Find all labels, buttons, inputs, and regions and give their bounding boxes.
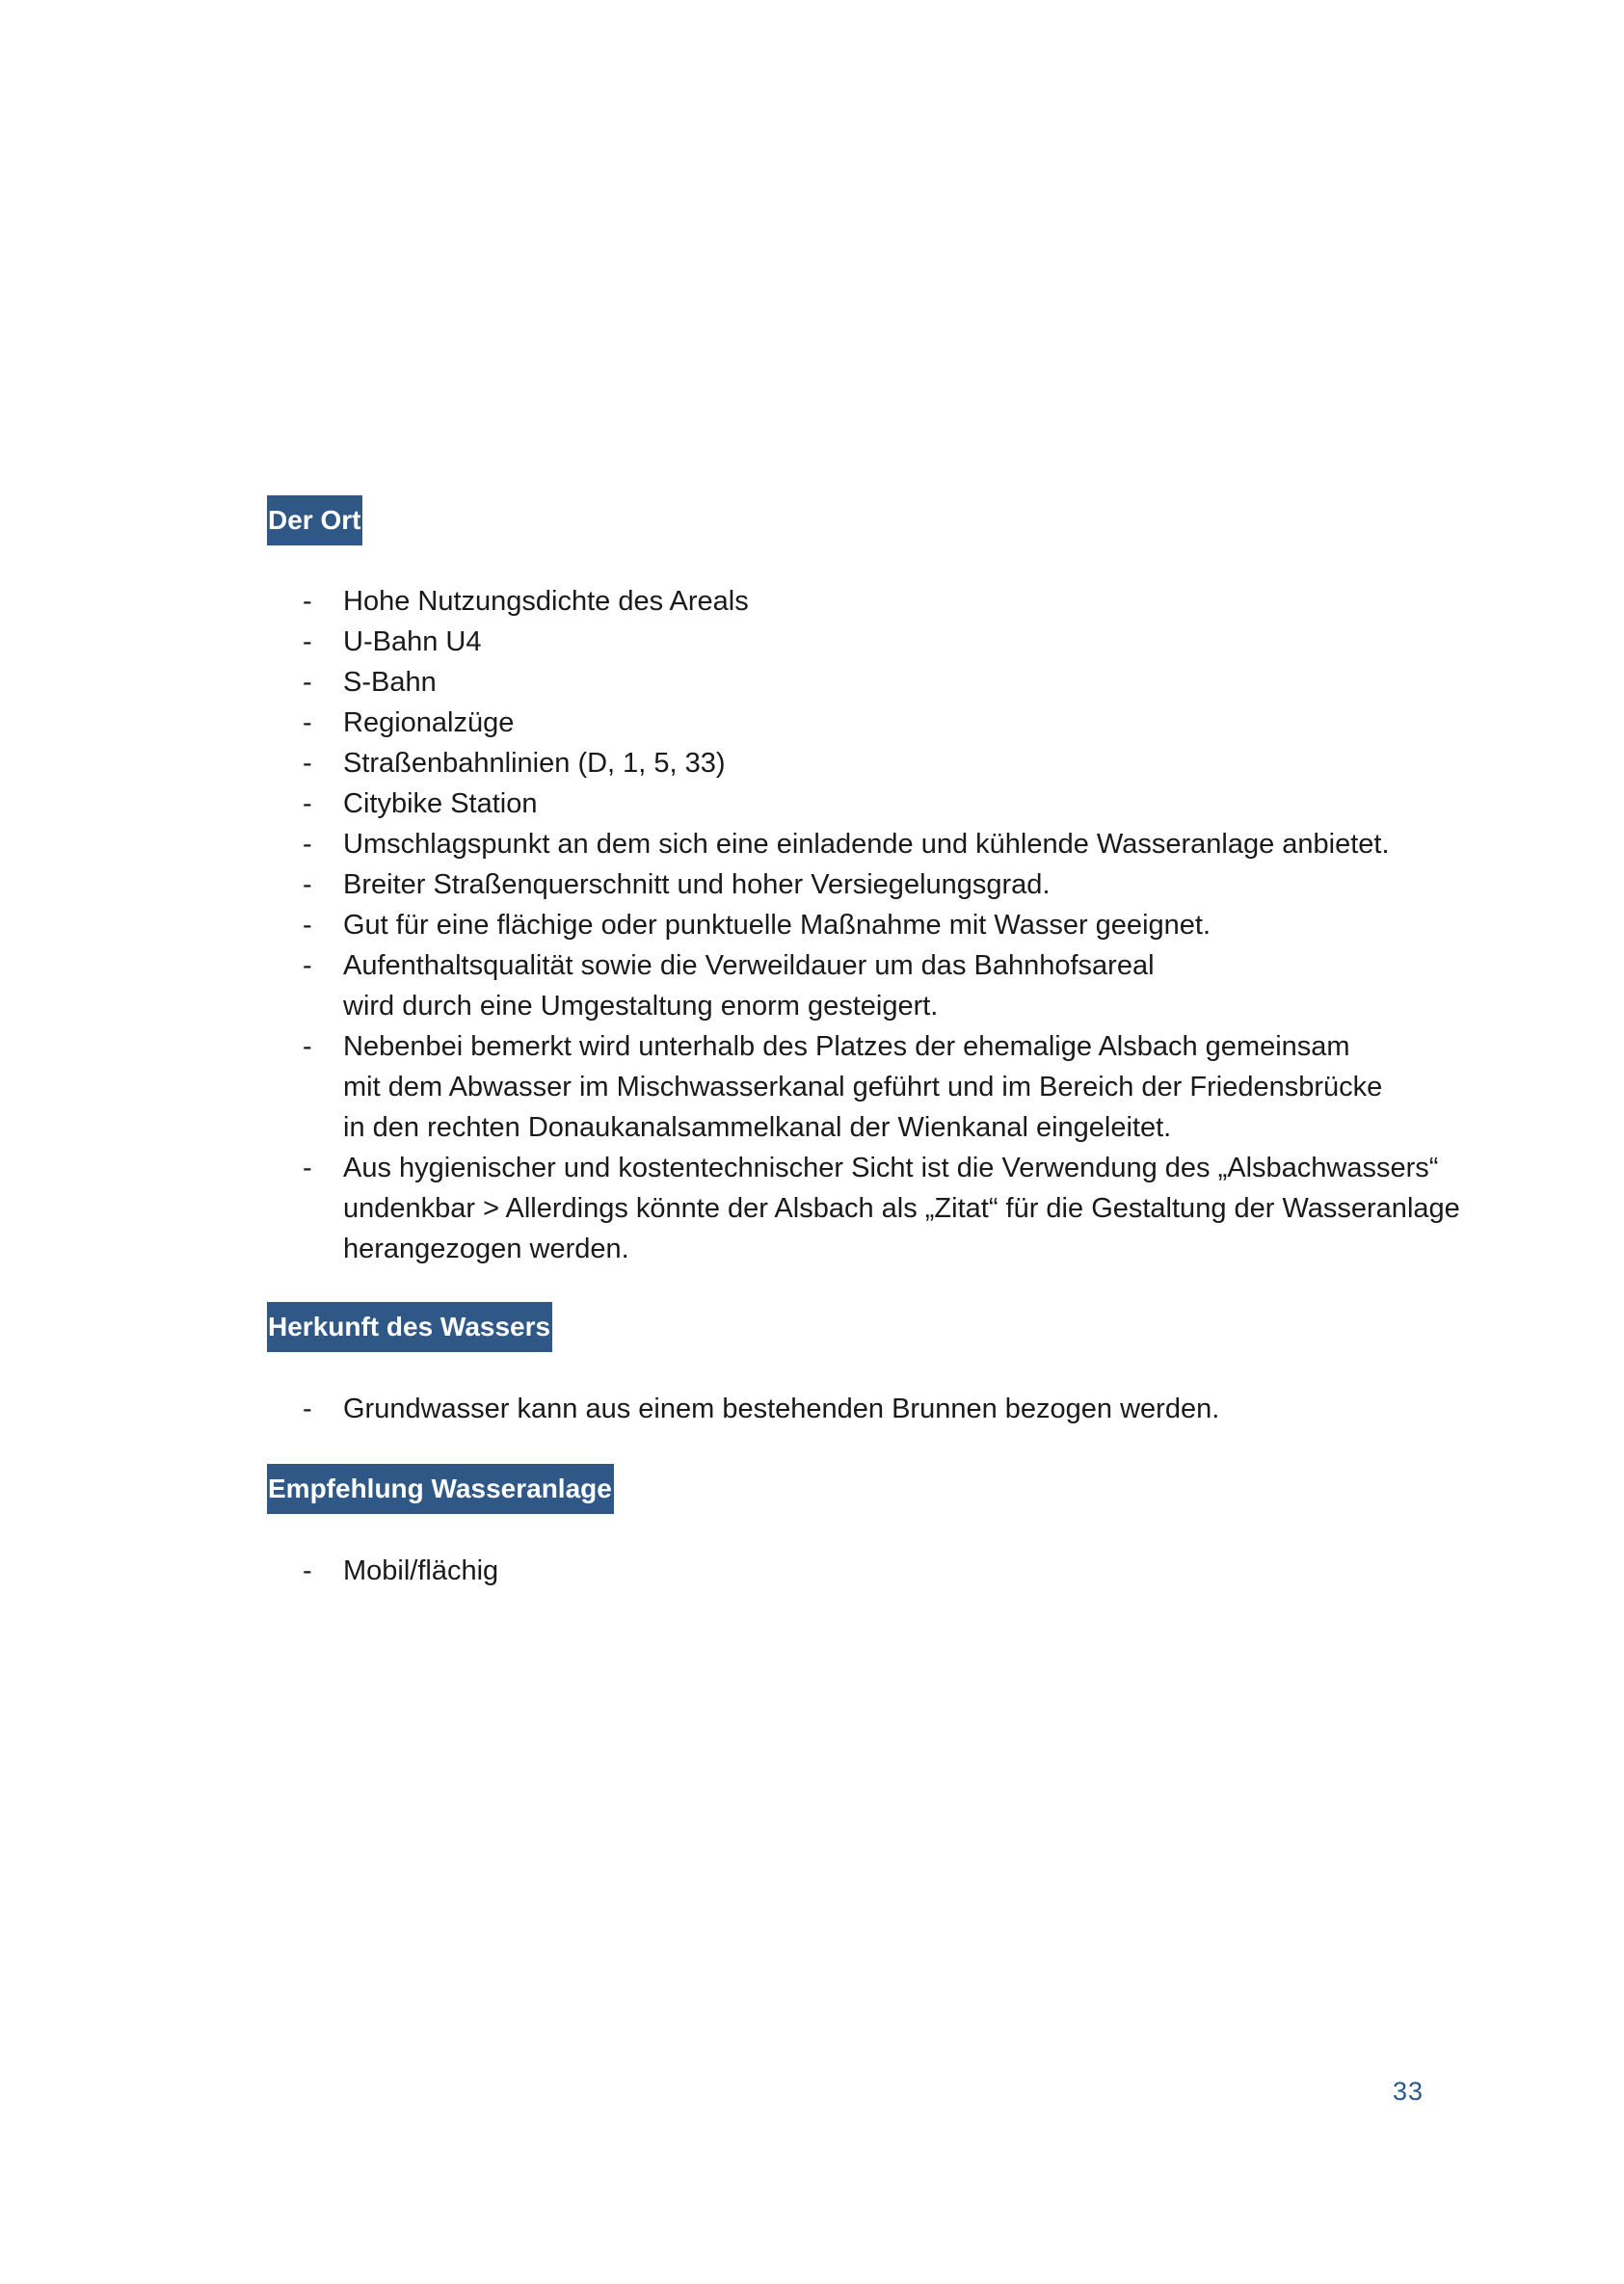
list-item bbox=[303, 1148, 1460, 1269]
section-heading-herkunft-des-wassers: Herkunft des Wassers bbox=[267, 1302, 552, 1352]
dash-bullet-icon: - bbox=[303, 667, 312, 698]
list-item-text: Nebenbei bemerkt wird unterhalb des Platzes der ehemalige Alsbach gemeinsam bbox=[343, 1031, 1350, 1062]
dash-bullet-icon: - bbox=[303, 1555, 312, 1586]
list-item bbox=[303, 864, 1460, 905]
list-item bbox=[303, 1551, 498, 1591]
dash-bullet-icon: - bbox=[303, 910, 312, 941]
dash-bullet-icon: - bbox=[303, 626, 312, 657]
dash-bullet-icon: - bbox=[303, 1031, 312, 1062]
dash-bullet-icon: - bbox=[303, 748, 312, 779]
bullet-list-empfehlung bbox=[303, 1551, 498, 1591]
list-item-text: Umschlagspunkt an dem sich eine einladende und kühlende Wasseranlage anbietet. bbox=[343, 829, 1390, 860]
section-heading-der-ort: Der Ort bbox=[267, 495, 362, 545]
list-item-text: herangezogen werden. bbox=[343, 1234, 629, 1264]
dash-bullet-icon: - bbox=[303, 1153, 312, 1183]
bullet-list-der-ort bbox=[303, 581, 1460, 1269]
dash-bullet-icon: - bbox=[303, 869, 312, 900]
list-item bbox=[303, 703, 1460, 743]
list-item bbox=[303, 905, 1460, 945]
list-item-text: mit dem Abwasser im Mischwasserkanal geführt und im Bereich der Friedensbrücke bbox=[343, 1072, 1383, 1102]
list-item bbox=[303, 1026, 1460, 1148]
list-item-text: U-Bahn U4 bbox=[343, 626, 482, 657]
list-item bbox=[303, 743, 1460, 783]
list-item-text: Aus hygienischer und kostentechnischer Sicht ist die Verwendung des „Alsbachwassers“ bbox=[343, 1153, 1439, 1183]
list-item bbox=[303, 662, 1460, 703]
list-item-text: Hohe Nutzungsdichte des Areals bbox=[343, 586, 749, 617]
dash-bullet-icon: - bbox=[303, 829, 312, 860]
dash-bullet-icon: - bbox=[303, 1394, 312, 1424]
list-item-text: Straßenbahnlinien (D, 1, 5, 33) bbox=[343, 748, 726, 779]
list-item-text: undenkbar > Allerdings könnte der Alsbach als „Zitat“ für die Gestaltung der Wasseranlage bbox=[343, 1193, 1460, 1224]
dash-bullet-icon: - bbox=[303, 707, 312, 738]
list-item bbox=[303, 824, 1460, 864]
list-item bbox=[303, 581, 1460, 622]
dash-bullet-icon: - bbox=[303, 950, 312, 981]
list-item-text: Breiter Straßenquerschnitt und hoher Versiegelungsgrad. bbox=[343, 869, 1051, 900]
list-item-text: Citybike Station bbox=[343, 788, 538, 819]
list-item-text: Aufenthaltsqualität sowie die Verweildauer um das Bahnhofsareal bbox=[343, 950, 1155, 981]
list-item bbox=[303, 1389, 1219, 1429]
section-heading-empfehlung-wasseranlage: Empfehlung Wasseranlage bbox=[267, 1464, 614, 1514]
list-item-text: Grundwasser kann aus einem bestehenden Brunnen bezogen werden. bbox=[343, 1394, 1220, 1424]
list-item bbox=[303, 783, 1460, 824]
dash-bullet-icon: - bbox=[303, 586, 312, 617]
list-item bbox=[303, 622, 1460, 662]
list-item-text: in den rechten Donaukanalsammelkanal der Wienkanal eingeleitet. bbox=[343, 1112, 1172, 1143]
list-item-text: Gut für eine flächige oder punktuelle Maßnahme mit Wasser geeignet. bbox=[343, 910, 1211, 941]
list-item-text: Mobil/flächig bbox=[343, 1555, 499, 1586]
list-item-text: Regionalzüge bbox=[343, 707, 515, 738]
list-item-text: S-Bahn bbox=[343, 667, 437, 698]
list-item-text: wird durch eine Umgestaltung enorm gesteigert. bbox=[343, 991, 939, 1022]
bullet-list-herkunft bbox=[303, 1389, 1219, 1429]
dash-bullet-icon: - bbox=[303, 788, 312, 819]
list-item bbox=[303, 945, 1460, 1026]
page-number: 33 bbox=[1393, 2077, 1424, 2106]
